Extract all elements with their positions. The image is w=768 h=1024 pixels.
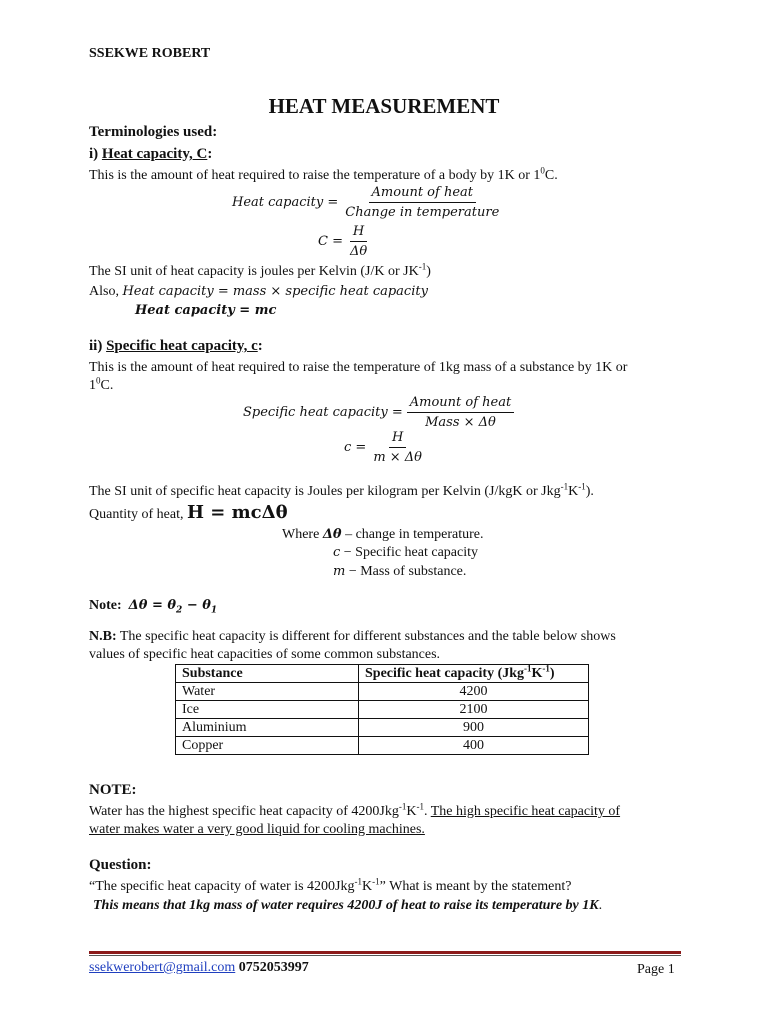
question-label: Question: (89, 857, 152, 873)
si2-text: The SI unit of specific heat capacity is Joules per kilogram per Kelvin (J/kgK or Jkg (89, 484, 561, 499)
si2-sup1: -1 (560, 481, 569, 492)
header-shc-text: Specific heat capacity (Jkg (365, 666, 525, 681)
eq-numerator: Amount of heat (407, 394, 514, 413)
page-number: Page 1 (637, 962, 675, 977)
note-sub-1: 1 (210, 605, 218, 616)
note2-line2: water makes water a very good liquid for cooling machines. (89, 822, 425, 837)
cell-substance: Copper (176, 737, 359, 755)
footer-rule-dark (89, 955, 681, 956)
cell-value: 900 (359, 719, 589, 737)
heat-capacity-mc: Heat capacity = mc (135, 303, 277, 318)
section1-definition (89, 165, 558, 184)
question-text-b: ” What is meant by the statement? (379, 879, 572, 894)
where1-symbol: Δθ (322, 527, 342, 542)
table-row (176, 701, 589, 719)
c-equation (318, 223, 370, 260)
section2-number: ii) (89, 338, 107, 354)
eq-fraction (347, 223, 370, 260)
header-shc-sup1: -1 (524, 663, 532, 674)
si-sup: -1 (418, 261, 427, 272)
eq-fraction (342, 184, 502, 221)
email-link[interactable]: ssekwerobert@gmail.com (89, 960, 236, 975)
si-text-end: ) (426, 264, 431, 279)
section2-si-unit (89, 481, 594, 500)
cell-substance: Aluminium (176, 719, 359, 737)
where-line-3 (333, 564, 466, 580)
note2-sup1: -1 (398, 801, 407, 812)
qty-formula: H = mcΔθ (186, 502, 288, 523)
specific-heat-capacity-equation (243, 394, 514, 431)
def2-sup: 0 (96, 375, 101, 386)
question-text (89, 876, 572, 895)
note-label: Note: (89, 598, 122, 613)
nb-text: The specific heat capacity is different for different substances and the table below shows (116, 629, 616, 644)
specific-heat-table (175, 664, 589, 755)
qty-prefix: Quantity of heat, (89, 507, 187, 522)
section1-title: Heat capacity, C (101, 146, 208, 162)
section2-definition-line2 (89, 375, 114, 394)
cell-value: 2100 (359, 701, 589, 719)
table-header-row (176, 665, 589, 683)
where3-text: − Mass of substance. (345, 564, 467, 579)
eq-lhs: Specific heat capacity = (243, 405, 403, 420)
note-formula-part-b: − θ (182, 598, 211, 613)
section2-heading (89, 338, 263, 355)
section1-number: i) (89, 146, 102, 162)
note-formula (128, 598, 218, 616)
quantity-of-heat-line (89, 502, 288, 523)
where-line-2 (333, 545, 478, 561)
note2-line1 (89, 801, 621, 820)
section1-also-line (89, 284, 428, 300)
nb-line1 (89, 629, 616, 645)
section2-colon: : (257, 338, 263, 354)
note2-sup2: -1 (416, 801, 424, 812)
eq-lhs: C = (318, 234, 343, 249)
eq-denominator: Mass × Δθ (425, 415, 496, 430)
question-answer (93, 898, 602, 914)
where-prefix: Where (282, 527, 323, 542)
heat-capacity-equation (232, 184, 502, 221)
answer-end: . (598, 898, 603, 913)
section1-si-unit (89, 261, 431, 280)
page-title: HEAT MEASUREMENT (268, 94, 500, 118)
note-formula-part-a: Δθ = θ (128, 598, 177, 613)
note2-underlined-1: The high specific heat capacity of (430, 804, 621, 819)
c-lowercase-equation (344, 429, 425, 466)
note2-text-b: . (424, 804, 431, 819)
where1-text: – change in temperature. (341, 527, 484, 542)
cell-value: 400 (359, 737, 589, 755)
answer-text: This means that 1kg mass of water requires 4200J of heat to raise its temperature by 1K (93, 898, 599, 913)
note-delta-theta (89, 598, 217, 614)
def2-text-end: C. (100, 378, 114, 393)
where2-symbol: c (333, 545, 341, 560)
where3-symbol: m (333, 564, 346, 579)
def-sup: 0 (540, 165, 545, 176)
cell-substance: Ice (176, 701, 359, 719)
note-sub-2: 2 (176, 605, 183, 616)
question-sup2: -1 (372, 876, 380, 887)
eq-lhs: Heat capacity = (232, 195, 339, 210)
header-shc-mid: K (531, 666, 543, 681)
author-name: SSEKWE ROBERT (89, 46, 211, 61)
note2-label: NOTE: (89, 782, 137, 798)
header-specific-heat (359, 665, 589, 683)
nb-line2: values of specific heat capacities of some common substances. (89, 647, 441, 662)
nb-label: N.B: (89, 629, 117, 644)
also-formula: Heat capacity = mass × specific heat capacity (122, 284, 428, 299)
section2-definition-line1: This is the amount of heat required to raise the temperature of 1kg mass of a substance by 1K or (89, 360, 628, 375)
note2-mid: K (406, 804, 417, 819)
also-prefix: Also, (89, 284, 123, 299)
question-text-a: “The specific heat capacity of water is 4200Jkg (89, 879, 355, 894)
eq-denominator: Δθ (349, 244, 368, 259)
terminologies-heading: Terminologies used: (89, 124, 218, 140)
question-sup1: -1 (354, 876, 363, 887)
def2-text: 1 (89, 378, 96, 393)
cell-value: 4200 (359, 683, 589, 701)
where-line-1 (282, 527, 483, 543)
section1-heading (89, 146, 212, 163)
cell-substance: Water (176, 683, 359, 701)
note2-text: Water has the highest specific heat capacity of 4200Jkg (89, 804, 399, 819)
eq-numerator: Amount of heat (369, 184, 476, 203)
header-shc-sup2: -1 (542, 663, 550, 674)
eq-lhs: c = (344, 440, 367, 455)
table-row (176, 683, 589, 701)
eq-numerator: H (350, 223, 367, 242)
section2-title: Specific heat capacity, c (106, 338, 258, 354)
eq-denominator: Change in temperature (345, 205, 500, 220)
where2-text: − Specific heat capacity (340, 545, 478, 560)
si2-text-end: ). (585, 484, 594, 499)
section1-colon: : (207, 146, 213, 162)
table-row (176, 737, 589, 755)
table-row (176, 719, 589, 737)
def-text-end: C. (544, 168, 558, 183)
footer-contact (89, 960, 309, 976)
def-text: This is the amount of heat required to raise the temperature of a body by 1K or 1 (89, 168, 541, 183)
si2-sup2: -1 (578, 481, 586, 492)
header-shc-end: ) (549, 666, 555, 681)
phone-number: 0752053997 (235, 960, 309, 975)
si2-mid: K (568, 484, 579, 499)
footer-rule-red (89, 951, 681, 954)
si-text: The SI unit of heat capacity is joules per Kelvin (J/K or JK (89, 264, 419, 279)
eq-fraction (370, 429, 425, 466)
eq-numerator: H (389, 429, 406, 448)
header-substance: Substance (176, 665, 359, 683)
eq-fraction (407, 394, 514, 431)
question-mid: K (362, 879, 373, 894)
eq-denominator: m × Δθ (373, 450, 423, 465)
